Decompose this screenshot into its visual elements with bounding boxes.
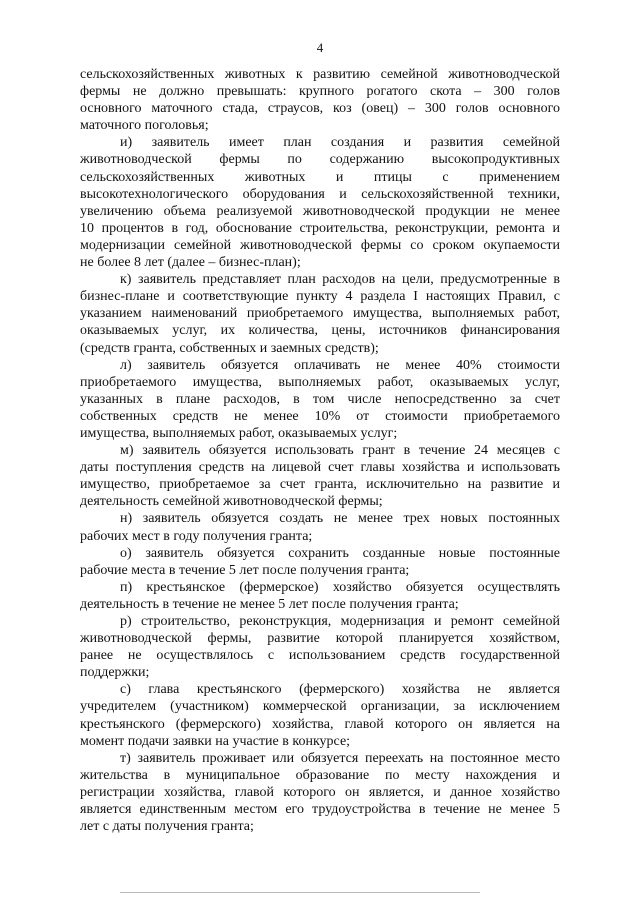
paragraph-first-line: и) заявитель имеет план создания и развития семейной: [120, 135, 560, 151]
text-line: животноводческой фермы, развитие которой планируется хозяйством,: [80, 631, 560, 647]
text-line: рабочих мест в году получения гранта;: [80, 528, 313, 544]
text-line: деятельность семейной животноводческой фермы;: [80, 494, 383, 510]
text-line: сельскохозяйственных животных к развитию семейной животноводческой: [80, 67, 560, 82]
paragraph-first-line: с) глава крестьянского (фермерского) хозяйства не является: [120, 682, 560, 698]
footer-divider: [120, 892, 480, 893]
text-line: бизнес-плане и соответствующие пункту 4 раздела I настоящих Правил, с: [80, 289, 560, 305]
text-line: указанием наименований приобретаемого имущества, выполняемых работ,: [80, 306, 560, 322]
text-line: даты поступления средств на лицевой счет главы хозяйства и использовать: [80, 460, 560, 476]
text-line: поддержки;: [80, 665, 150, 681]
paragraph-first-line: т) заявитель проживает или обязуется переехать на постоянное место: [120, 750, 560, 766]
text-line: (средств гранта, собственных и заемных средств);: [80, 340, 379, 356]
paragraph-first-line: к) заявитель представляет план расходов на цели, предусмотренные в: [120, 272, 560, 288]
paragraph-first-line: л) заявитель обязуется оплачивать не менее 40% стоимости: [120, 357, 560, 373]
text-line: увеличению объема реализуемой животноводческой продукции не менее: [80, 203, 560, 219]
text-line: приобретаемого имущества, выполняемых работ, оказываемых услуг,: [80, 374, 560, 390]
text-line: является единственным местом его трудоустройства в течение не менее 5: [80, 802, 560, 818]
text-line: крестьянского (фермерского) хозяйства, главой которого он является на: [80, 716, 560, 732]
text-line: учредителем (участником) коммерческой организации, за исключением: [80, 699, 560, 715]
text-line: момент подачи заявки на участие в конкурсе;: [80, 733, 351, 749]
paragraph-first-line: н) заявитель обязуется создать не менее трех новых постоянных: [120, 511, 560, 527]
text-line: оказываемых услуг, их количества, цены, источников финансирования: [80, 323, 560, 339]
text-line: не более 8 лет (далее – бизнес-план);: [80, 255, 301, 271]
page-number: 4: [316, 40, 324, 55]
paragraph-first-line: о) заявитель обязуется сохранить созданные новые постоянные: [120, 545, 560, 561]
text-line: собственных средств не менее 10% от стоимости приобретаемого: [80, 408, 560, 424]
text-line: имущество, приобретаемое за счет гранта, исключительно на развитие и: [80, 477, 560, 493]
text-line: высокотехнологического оборудования и сельскохозяйственной техники,: [80, 186, 560, 202]
text-line: рабочие места в течение 5 лет после получения гранта;: [80, 562, 410, 578]
text-line: ранее не осуществлялось с использованием средств государственной: [80, 648, 560, 664]
text-line: имущества, выполняемых работ, оказываемых услуг;: [80, 425, 398, 441]
text-line: деятельность в течение не менее 5 лет после получения гранта;: [80, 596, 459, 612]
text-line: фермы не должно превышать: крупного рогатого скота – 300 голов: [80, 84, 560, 100]
text-line: регистрации хозяйства, главой которого он является, и данное хозяйство: [80, 784, 560, 800]
document-body: [80, 66, 560, 835]
text-line: лет с даты получения гранта;: [80, 819, 254, 835]
text-line: указанных в плане расходов, в том числе непосредственно за счет: [80, 391, 560, 407]
text-line: маточного поголовья;: [80, 118, 209, 134]
text-line: жительства в муниципальное образование по месту нахождения и: [80, 767, 560, 783]
text-line: животноводческой фермы по содержанию высокопродуктивных: [80, 152, 560, 168]
text-line: модернизации семейной животноводческой фермы со сроком окупаемости: [80, 237, 560, 253]
paragraph-first-line: р) строительство, реконструкция, модернизация и ремонт семейной: [120, 614, 560, 629]
text-line: 10 процентов в год, обоснование строительства, реконструкции, ремонта и: [80, 220, 560, 236]
paragraph-first-line: п) крестьянское (фермерское) хозяйство обязуется осуществлять: [120, 579, 560, 595]
text-line: сельскохозяйственных животных и птицы с применением: [80, 169, 560, 185]
paragraph-first-line: м) заявитель обязуется использовать грант в течение 24 месяцев с: [120, 443, 560, 459]
text-line: основного маточного стада, страусов, коз (овец) – 300 голов основного: [80, 101, 560, 117]
